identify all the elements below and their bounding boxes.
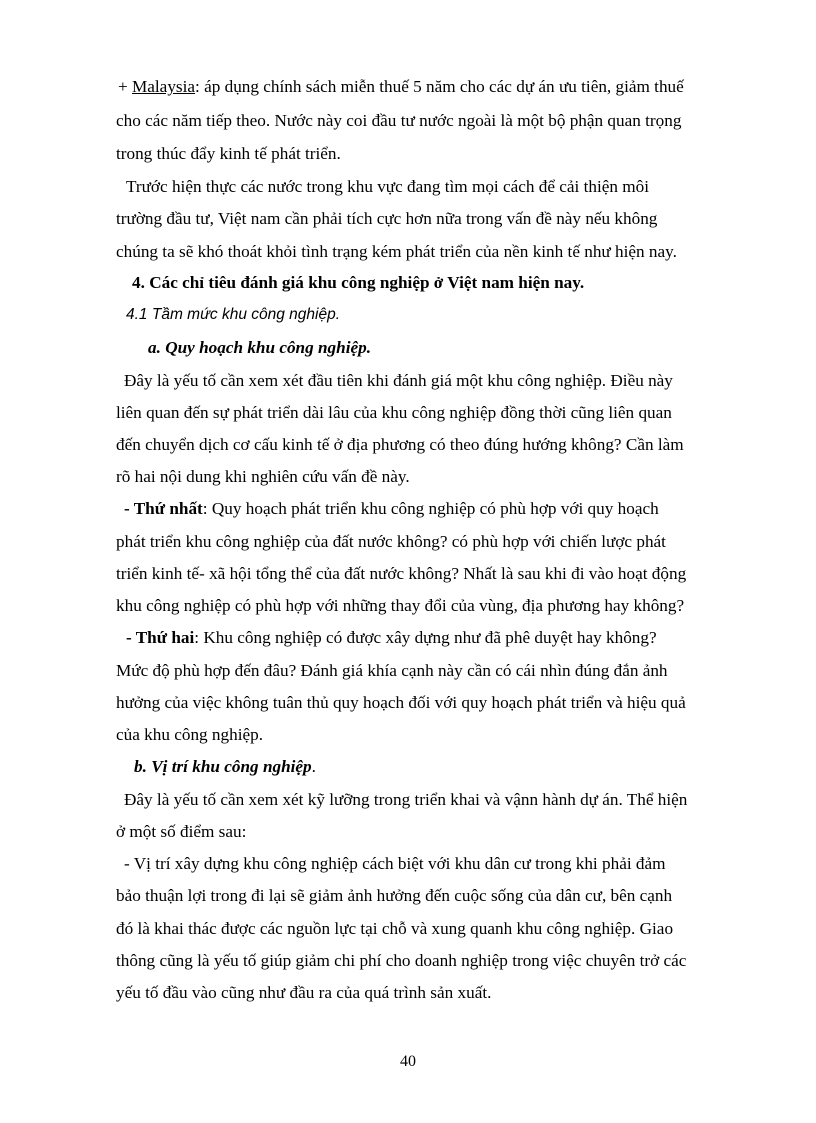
heading-b-dot: . (311, 757, 316, 776)
para-vi-tri-line-1: Đây là yếu tố cần xem xét kỹ lưỡng trong triển khai và vậnn hành dự án. Thể hiện (124, 790, 688, 809)
para-quy-hoach-line-1: Đây là yếu tố cần xem xét đầu tiên khi đánh giá một khu công nghiệp. Điều này (124, 371, 673, 390)
para-malaysia-line-3: trong thúc đẩy kinh tế phát triển. (116, 144, 341, 163)
para-quy-hoach-line-2: liên quan đến sự phát triển dài lâu của khu công nghiệp đồng thời cũng liên quan (116, 403, 672, 422)
para-malaysia-line-1 (118, 76, 684, 98)
heading-b-vi-tri (134, 756, 316, 778)
subsection-heading-4-1: 4.1 Tầm mức khu công nghiệp. (126, 306, 341, 323)
heading-a-quy-hoach: a. Quy hoạch khu công nghiệp. (148, 338, 372, 357)
para-thu-hai-line-2: Mức độ phù hợp đến đâu? Đánh giá khía cạnh này cần có cái nhìn đúng đắn ảnh (116, 661, 668, 680)
para-thu-nhat-line-3: triển kinh tế- xã hội tổng thể của đất nước không? Nhất là sau khi đi vào hoạt động (116, 564, 687, 583)
section-heading-4: 4. Các chỉ tiêu đánh giá khu công nghiệp ở Việt nam hiện nay. (132, 273, 585, 292)
para-vi-tri-line-2: ở một số điểm sau: (116, 822, 247, 841)
para-thu-nhat-line-4: khu công nghiệp có phù hợp với những thay đổi của vùng, địa phương hay không? (116, 596, 685, 615)
bullet-plus: + (118, 77, 132, 96)
para-vi-tri-detail-line-5: yếu tố đầu vào cũng như đầu ra của quá trình sản xuất. (116, 983, 492, 1002)
text-span: : áp dụng chính sách miễn thuế 5 năm cho các dự án ưu tiên, giảm thuế (195, 77, 684, 96)
para-vietnam-line-1: Trước hiện thực các nước trong khu vực đang tìm mọi cách để cải thiện môi (126, 177, 650, 196)
para-thu-nhat-line-2: phát triển khu công nghiệp của đất nước không? có phù hợp với chiến lược phát (116, 532, 666, 551)
para-thu-hai-line-4: của khu công nghiệp. (116, 725, 264, 744)
page-number: 40 (400, 1053, 416, 1070)
para-vi-tri-detail-line-4: thông cũng là yếu tố giúp giảm chi phí cho doanh nghiệp trong việc chuyên trở các (116, 951, 687, 970)
heading-b-text: b. Vị trí khu công nghiệp (134, 757, 312, 776)
text-span: : Khu công nghiệp có được xây dựng như đã phê duyệt hay không? (194, 628, 657, 647)
text-span: : Quy hoạch phát triển khu công nghiệp có phù hợp với quy hoạch (202, 499, 659, 518)
para-thu-hai-line-3: hưởng của việc không tuân thủ quy hoạch đối với quy hoạch phát triển và hiệu quả (116, 693, 686, 712)
para-vietnam-line-2: trường đầu tư, Việt nam cần phải tích cực hơn nữa trong vấn đề này nếu không (116, 209, 658, 228)
para-vi-tri-detail-line-2: bảo thuận lợi trong đi lại sẽ giảm ảnh hưởng đến cuộc sống của dân cư, bên cạnh (116, 886, 673, 905)
label-thu-hai: - Thứ hai (126, 628, 195, 647)
para-quy-hoach-line-4: rõ hai nội dung khi nghiên cứu vấn đề này. (116, 467, 410, 486)
para-malaysia-line-2: cho các năm tiếp theo. Nước này coi đầu tư nước ngoài là một bộ phận quan trọng (116, 111, 682, 130)
label-thu-nhat: - Thứ nhất (124, 499, 203, 518)
para-thu-hai-line-1 (126, 627, 657, 649)
para-vi-tri-detail-line-1: - Vị trí xây dựng khu công nghiệp cách biệt với khu dân cư trong khi phải đảm (124, 854, 666, 873)
para-quy-hoach-line-3: đến chuyển dịch cơ cấu kinh tế ở địa phương có theo đúng hướng không? Cần làm (116, 435, 684, 454)
para-thu-nhat-line-1 (124, 498, 659, 520)
para-vi-tri-detail-line-3: đó là khai thác được các nguồn lực tại chỗ và xung quanh khu công nghiệp. Giao (116, 919, 674, 938)
para-vietnam-line-3: chúng ta sẽ khó thoát khỏi tình trạng kém phát triển của nền kinh tế như hiện nay. (116, 242, 677, 261)
country-malaysia: Malaysia (132, 77, 196, 96)
